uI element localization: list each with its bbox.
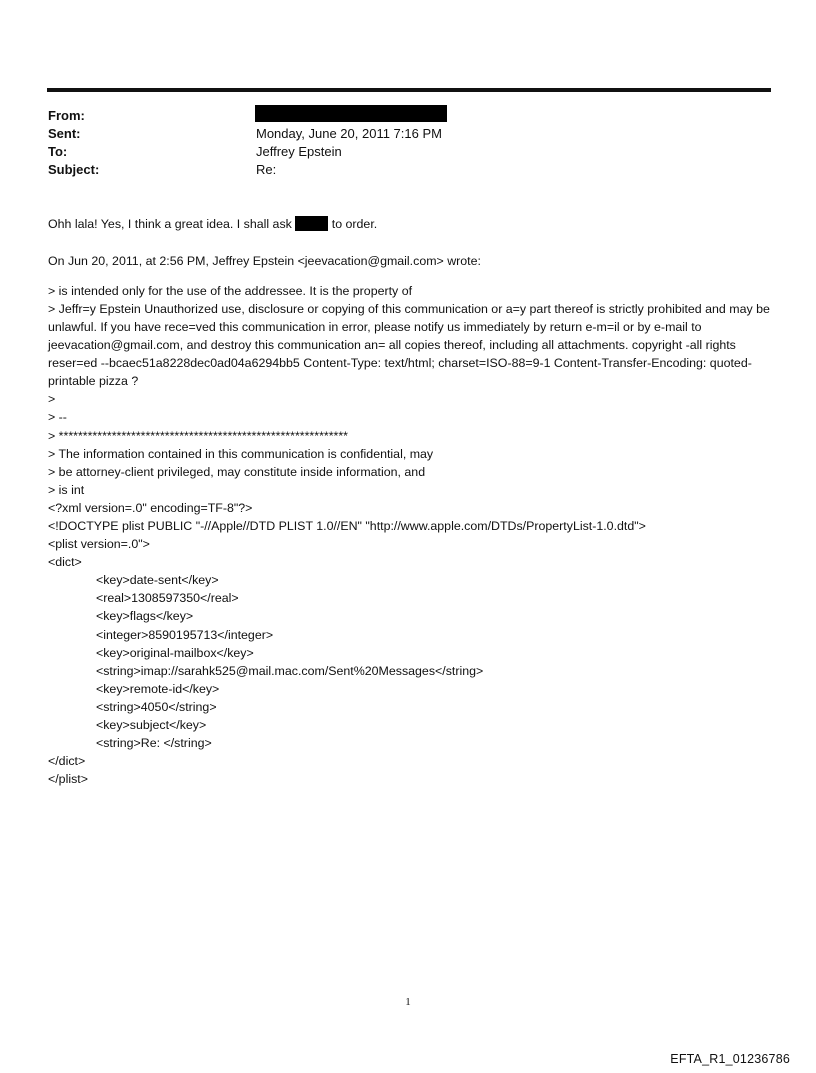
plist-entry: <string>imap://sarahk525@mail.mac.com/Sent%20Messages</string> (96, 663, 484, 678)
plist-doctype: <!DOCTYPE plist PUBLIC "-//Apple//DTD PLIST 1.0//EN" "http://www.apple.com/DTDs/PropertyList-1.0.dtd"> (48, 519, 646, 533)
quoted-paragraph: > Jeffr=y Epstein Unauthorized use, disclosure or copying of this communication or a=y part thereof is strictly prohibited and may be unlawful. If you have rece=ved this communication in error, please notify us immediately by return e-m=il or by e-mail to jeevacation@gmail.com, and destroy this communication an= all copies thereof, including all attachments. copyright -all rights reser=ed --bcaec51a8228dec0ad04a6294bb5 Content-Type: text/html; charset=ISO-88=9-1 Content-Transfer-Encoding: quoted-printable pizza ? (48, 301, 770, 389)
document-id: EFTA_R1_01236786 (670, 1052, 790, 1066)
plist-entry: <real>1308597350</real> (96, 591, 239, 606)
page-number: 1 (405, 996, 411, 1008)
redacted-sender (255, 105, 447, 122)
quoted-line: > The information contained in this communication is confidential, may (48, 446, 434, 461)
header-rule (47, 88, 771, 92)
plist-entry: <string>4050</string> (96, 699, 217, 714)
reply-text-after: to order. (331, 217, 378, 231)
dict-close-tag: </dict> (48, 754, 86, 769)
plist-entry: <key>subject</key> (96, 718, 207, 733)
quoted-line: > is int (48, 482, 85, 497)
plist-entry: <integer>8590195713</integer> (96, 627, 274, 642)
quoted-line: > -- (48, 410, 67, 425)
quoted-line: > (48, 392, 56, 407)
from-label: From: (48, 108, 85, 123)
quoted-separator: > ************************************************************ (48, 428, 348, 443)
reply-line (48, 215, 772, 233)
plist-xml-declaration: <?xml version=.0" encoding=TF-8"?> (48, 500, 253, 515)
sent-label: Sent: (48, 126, 81, 141)
plist-open-tag: <plist version=.0"> (48, 537, 150, 552)
to-value: Jeffrey Epstein (256, 144, 342, 159)
plist-entry: <key>remote-id</key> (96, 681, 220, 696)
quoted-line: > is intended only for the use of the addressee. It is the property of (48, 283, 413, 298)
sent-value: Monday, June 20, 2011 7:16 PM (256, 126, 442, 141)
message-body (48, 215, 772, 788)
redacted-name (295, 216, 328, 231)
plist-entry: <key>original-mailbox</key> (96, 645, 254, 660)
plist-entry: <key>flags</key> (96, 609, 194, 624)
attribution-line: On Jun 20, 2011, at 2:56 PM, Jeffrey Epstein <jeevacation@gmail.com> wrote: (48, 253, 481, 268)
plist-entry: <key>date-sent</key> (96, 573, 219, 588)
quoted-line: > be attorney-client privileged, may constitute inside information, and (48, 464, 426, 479)
subject-value: Re: (256, 162, 277, 177)
plist-close-tag: </plist> (48, 772, 88, 787)
subject-label: Subject: (48, 162, 100, 177)
to-label: To: (48, 144, 68, 159)
dict-open-tag: <dict> (48, 555, 82, 570)
reply-text-before: Ohh lala! Yes, I think a great idea. I shall ask (48, 217, 292, 231)
plist-entry: <string>Re: </string> (96, 736, 212, 751)
